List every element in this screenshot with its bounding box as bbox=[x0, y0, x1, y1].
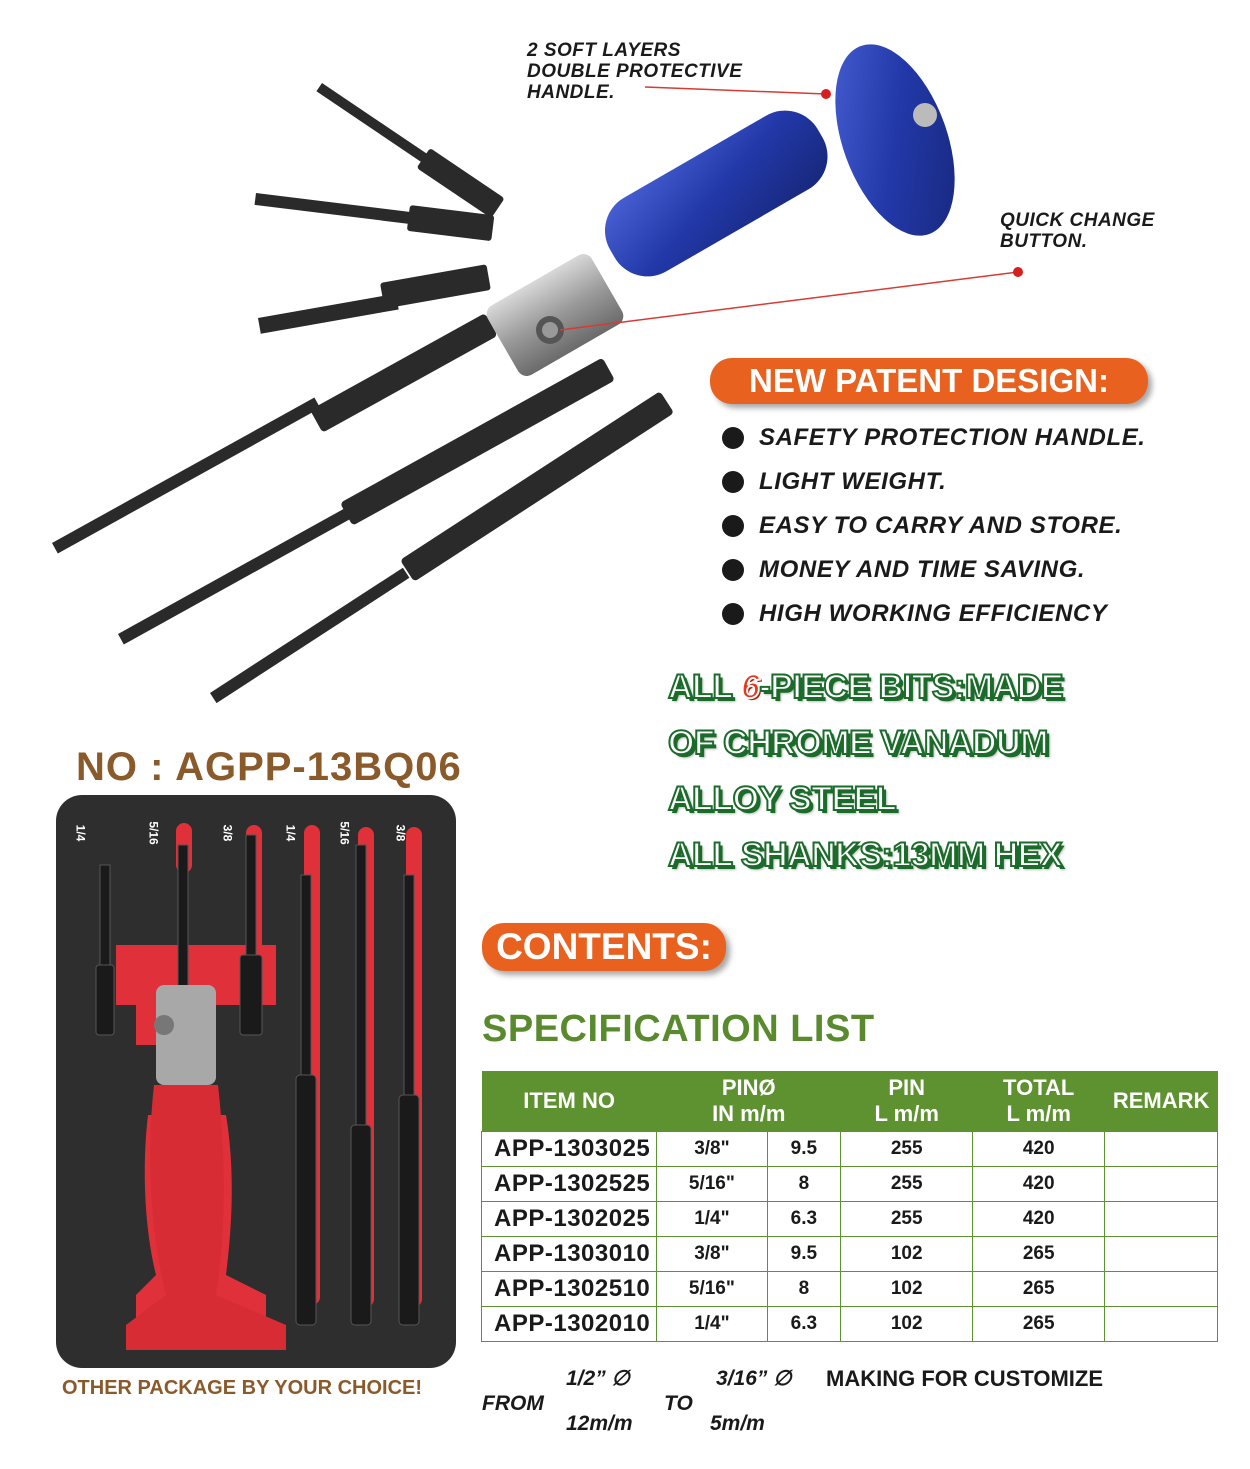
cell-remark bbox=[1105, 1272, 1218, 1307]
header-remark: REMARK bbox=[1105, 1071, 1218, 1132]
header-pin-length bbox=[841, 1071, 973, 1132]
table-row bbox=[482, 1307, 1218, 1342]
handle-callout bbox=[527, 40, 742, 103]
bullet-icon bbox=[722, 515, 744, 537]
cell-inch: 5/16" bbox=[657, 1167, 767, 1202]
cell-total-length: 265 bbox=[973, 1237, 1105, 1272]
button-callout-line: BUTTON. bbox=[1000, 231, 1088, 252]
cell-pin-length: 102 bbox=[841, 1237, 973, 1272]
cell-total-length: 420 bbox=[973, 1202, 1105, 1237]
cell-total-length: 265 bbox=[973, 1272, 1105, 1307]
quick-change-chuck bbox=[483, 250, 627, 379]
cell-remark bbox=[1105, 1132, 1218, 1167]
cell-inch: 3/8" bbox=[657, 1237, 767, 1272]
cell-inch: 1/4" bbox=[657, 1307, 767, 1342]
header-text: L m/m bbox=[874, 1101, 939, 1126]
feature-label: EASY TO CARRY AND STORE. bbox=[759, 512, 1123, 539]
cell-pin-length: 102 bbox=[841, 1272, 973, 1307]
cell-mm: 8 bbox=[767, 1272, 841, 1307]
feature-label: MONEY AND TIME SAVING. bbox=[759, 556, 1086, 583]
header-total-length bbox=[973, 1071, 1105, 1132]
tray-illustration bbox=[56, 795, 456, 1368]
long-bit-in-handle bbox=[52, 313, 498, 553]
customize-to-label: TO bbox=[664, 1392, 693, 1415]
cell-remark bbox=[1105, 1202, 1218, 1237]
customize-from-mm: 12m/m bbox=[566, 1412, 633, 1435]
piece-count: 6 bbox=[740, 668, 760, 706]
short-bit-3 bbox=[258, 264, 491, 334]
header-text: L m/m bbox=[1006, 1101, 1071, 1126]
cell-mm: 8 bbox=[767, 1167, 841, 1202]
patent-heading: NEW PATENT DESIGN: bbox=[710, 358, 1148, 404]
material-text: -PIECE BITS:MADE bbox=[759, 668, 1064, 706]
bullet-icon bbox=[722, 427, 744, 449]
bullet-icon bbox=[722, 559, 744, 581]
header-item-no: ITEM NO bbox=[482, 1071, 657, 1132]
package-note: OTHER PACKAGE BY YOUR CHOICE! bbox=[62, 1377, 423, 1399]
cell-pin-length: 102 bbox=[841, 1307, 973, 1342]
header-pin-diameter bbox=[657, 1071, 841, 1132]
short-bit-1 bbox=[316, 83, 504, 218]
spec-header-row bbox=[482, 1071, 1218, 1132]
feature-label: HIGH WORKING EFFICIENCY bbox=[759, 600, 1108, 627]
tray-label: 5/16 bbox=[337, 821, 352, 845]
cell-total-length: 420 bbox=[973, 1167, 1105, 1202]
cell-item: APP-1303025 bbox=[482, 1132, 657, 1167]
feature-item bbox=[722, 600, 1107, 628]
cell-mm: 6.3 bbox=[767, 1202, 841, 1237]
cell-total-length: 420 bbox=[973, 1132, 1105, 1167]
material-line-1 bbox=[668, 668, 1063, 707]
cell-inch: 1/4" bbox=[657, 1202, 767, 1237]
feature-item bbox=[722, 468, 946, 496]
material-line-3: ALLOY STEEL bbox=[668, 780, 897, 818]
table-row bbox=[482, 1202, 1218, 1237]
short-bit-2 bbox=[255, 193, 495, 241]
feature-item bbox=[722, 556, 1085, 584]
customize-from-inch: 1/2” ∅ bbox=[566, 1367, 630, 1390]
header-text: TOTAL bbox=[1003, 1075, 1075, 1100]
material-line-2: OF CHROME VANADUM bbox=[668, 724, 1048, 762]
bullet-icon bbox=[722, 603, 744, 625]
header-text: PIN bbox=[888, 1075, 926, 1100]
cell-item: APP-1302025 bbox=[482, 1202, 657, 1237]
cell-remark bbox=[1105, 1307, 1218, 1342]
table-row bbox=[482, 1132, 1218, 1167]
spec-title: SPECIFICATION LIST bbox=[482, 1008, 875, 1050]
feature-label: LIGHT WEIGHT. bbox=[759, 468, 947, 495]
customize-note: MAKING FOR CUSTOMIZE bbox=[826, 1366, 1104, 1391]
cell-remark bbox=[1105, 1237, 1218, 1272]
cell-item: APP-1302010 bbox=[482, 1307, 657, 1342]
customize-to-mm: 5m/m bbox=[710, 1412, 765, 1435]
cell-total-length: 265 bbox=[973, 1307, 1105, 1342]
cell-pin-length: 255 bbox=[841, 1167, 973, 1202]
table-row bbox=[482, 1272, 1218, 1307]
button-callout bbox=[1000, 210, 1155, 252]
cell-item: APP-1302525 bbox=[482, 1167, 657, 1202]
model-number: NO : AGPP-13BQ06 bbox=[76, 745, 462, 789]
tray-label: 5/16 bbox=[146, 821, 161, 845]
handle-callout-line: DOUBLE PROTECTIVE bbox=[527, 61, 743, 82]
cell-inch: 5/16" bbox=[657, 1272, 767, 1307]
cell-mm: 6.3 bbox=[767, 1307, 841, 1342]
tray-label: 3/8 bbox=[220, 824, 235, 842]
handle-callout-line: HANDLE. bbox=[527, 82, 615, 103]
button-callout-line: QUICK CHANGE bbox=[1000, 210, 1155, 231]
contents-heading: CONTENTS: bbox=[482, 923, 726, 971]
handle-callout-line: 2 SOFT LAYERS bbox=[527, 40, 681, 61]
cell-remark bbox=[1105, 1167, 1218, 1202]
customize-to-inch: 3/16” ∅ bbox=[716, 1367, 792, 1390]
cell-pin-length: 255 bbox=[841, 1132, 973, 1167]
tray-slots bbox=[100, 823, 422, 1340]
table-row bbox=[482, 1237, 1218, 1272]
tray-photo bbox=[56, 795, 456, 1368]
cell-item: APP-1302510 bbox=[482, 1272, 657, 1307]
header-text: PINØ bbox=[721, 1075, 776, 1100]
feature-item bbox=[722, 512, 1122, 540]
tray-label: 3/8 bbox=[393, 824, 408, 842]
cell-mm: 9.5 bbox=[767, 1237, 841, 1272]
material-text: ALL bbox=[668, 668, 741, 706]
material-line-4: ALL SHANKS:13MM HEX bbox=[668, 836, 1063, 874]
feature-item bbox=[722, 424, 1146, 452]
cell-mm: 9.5 bbox=[767, 1132, 841, 1167]
feature-label: SAFETY PROTECTION HANDLE. bbox=[759, 424, 1146, 451]
table-row bbox=[482, 1167, 1218, 1202]
cell-inch: 3/8" bbox=[657, 1132, 767, 1167]
tray-label: 1/4 bbox=[283, 824, 298, 842]
spec-table bbox=[481, 1071, 1218, 1342]
tray-label: 1/4 bbox=[73, 824, 88, 842]
header-text: IN m/m bbox=[712, 1101, 786, 1126]
cell-pin-length: 255 bbox=[841, 1202, 973, 1237]
cell-item: APP-1303010 bbox=[482, 1237, 657, 1272]
customize-from-label: FROM bbox=[482, 1392, 544, 1415]
bullet-icon bbox=[722, 471, 744, 493]
